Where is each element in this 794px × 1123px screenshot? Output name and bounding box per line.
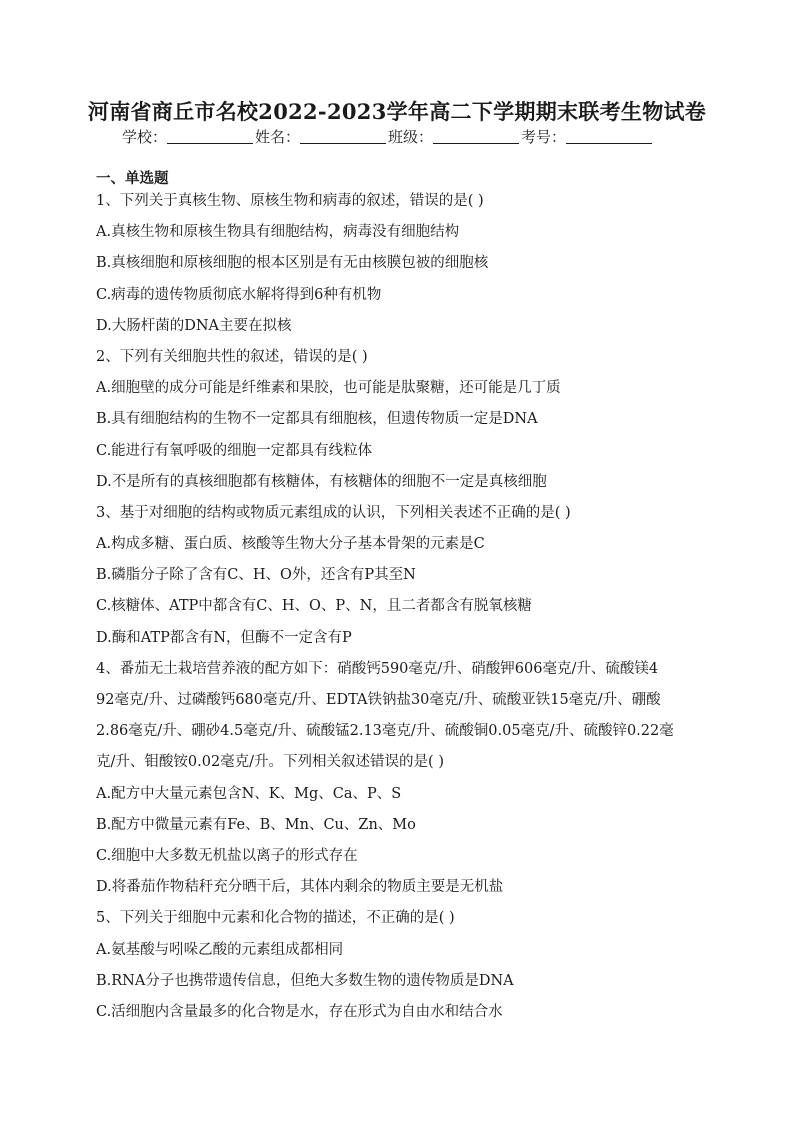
question-5-option-a: A.氨基酸与吲哚乙酸的元素组成都相同	[96, 941, 344, 958]
question-1-option-b: B.真核细胞和原核细胞的根本区别是有无由核膜包被的细胞核	[96, 255, 489, 272]
question-1-option-a: A.真核生物和原核生物具有细胞结构，病毒没有细胞结构	[96, 224, 460, 241]
question-3-option-c: C.核糖体、ATP中都含有C、H、O、P、N，且二者都含有脱氧核糖	[96, 598, 532, 615]
school-label: 学校：	[122, 128, 168, 146]
question-3-option-d: D.酶和ATP都含有N，但酶不一定含有P	[96, 629, 352, 646]
question-1-option-c: C.病毒的遗传物质彻底水解将得到6种有机物	[96, 286, 382, 303]
exam-number-label: 考号：	[521, 128, 567, 146]
section-heading: 一、单选题	[96, 170, 169, 187]
question-3-option-b: B.磷脂分子除了含有C、H、O外，还含有P其至N	[96, 567, 416, 584]
name-blank	[300, 129, 386, 144]
question-2-option-c: C.能进行有氧呼吸的细胞一定都具有线粒体	[96, 442, 373, 459]
question-2-stem: 2、下列有关细胞共性的叙述，错误的是( )	[96, 348, 368, 365]
question-3-option-a: A.构成多糖、蛋白质、核酸等生物大分子基本骨架的元素是C	[96, 536, 485, 553]
question-4-stem-line-3: 2.86毫克/升、硼砂4.5毫克/升、硫酸锰2.13毫克/升、硫酸铜0.05毫克/升、硫酸锌0.22毫	[96, 723, 674, 740]
student-info-line	[122, 126, 654, 147]
question-2-option-b: B.具有细胞结构的生物不一定都具有细胞核，但遗传物质一定是DNA	[96, 411, 538, 428]
question-4-option-c: C.细胞中大多数无机盐以离子的形式存在	[96, 847, 358, 864]
class-blank	[433, 129, 519, 144]
question-5-stem: 5、下列关于细胞中元素和化合物的描述，不正确的是( )	[96, 910, 455, 927]
question-5-option-c: C.活细胞内含量最多的化合物是水，存在形式为自由水和结合水	[96, 1003, 503, 1020]
question-list	[96, 186, 704, 1028]
question-4-option-b: B.配方中微量元素有Fe、B、Mn、Cu、Zn、Mo	[96, 816, 416, 833]
question-5-option-b: B.RNA分子也携带遗传信息，但绝大多数生物的遗传物质是DNA	[96, 972, 514, 989]
question-4-stem-line-4: 克/升、钼酸铵0.02毫克/升。下列相关叙述错误的是( )	[96, 754, 444, 771]
question-4-option-a: A.配方中大量元素包含N、K、Mg、Ca、P、S	[96, 785, 402, 802]
question-4-stem-line-2: 92毫克/升、过磷酸钙680毫克/升、EDTA铁钠盐30毫克/升、硫酸亚铁15毫克/升、硼酸	[96, 692, 661, 708]
question-1-option-d: D.大肠杆菌的DNA主要在拟核	[96, 317, 292, 334]
class-label: 班级：	[388, 128, 434, 146]
question-2-option-d: D.不是所有的真核细胞都有核糖体，有核糖体的细胞不一定是真核细胞	[96, 473, 547, 490]
exam-number-blank	[566, 129, 652, 144]
name-label: 姓名：	[255, 128, 301, 146]
school-blank	[167, 129, 253, 144]
question-4-option-d: D.将番茄作物秸秆充分晒干后，其体内剩余的物质主要是无机盐	[96, 879, 504, 896]
question-2-option-a: A.细胞壁的成分可能是纤维素和果胶，也可能是肽聚糖，还可能是几丁质	[96, 380, 561, 397]
question-1-stem: 1、下列关于真核生物、原核生物和病毒的叙述，错误的是( )	[96, 193, 484, 209]
exam-title: 河南省商丘市名校2022-2023学年高二下学期期末联考生物试卷	[87, 99, 707, 124]
question-4-stem-line-1: 4、番茄无土栽培营养液的配方如下：硝酸钙590毫克/升、硝酸钾606毫克/升、硫酸镁4	[96, 660, 659, 677]
question-3-stem: 3、基于对细胞的结构或物质元素组成的认识，下列相关表述不正确的是( )	[96, 504, 571, 521]
